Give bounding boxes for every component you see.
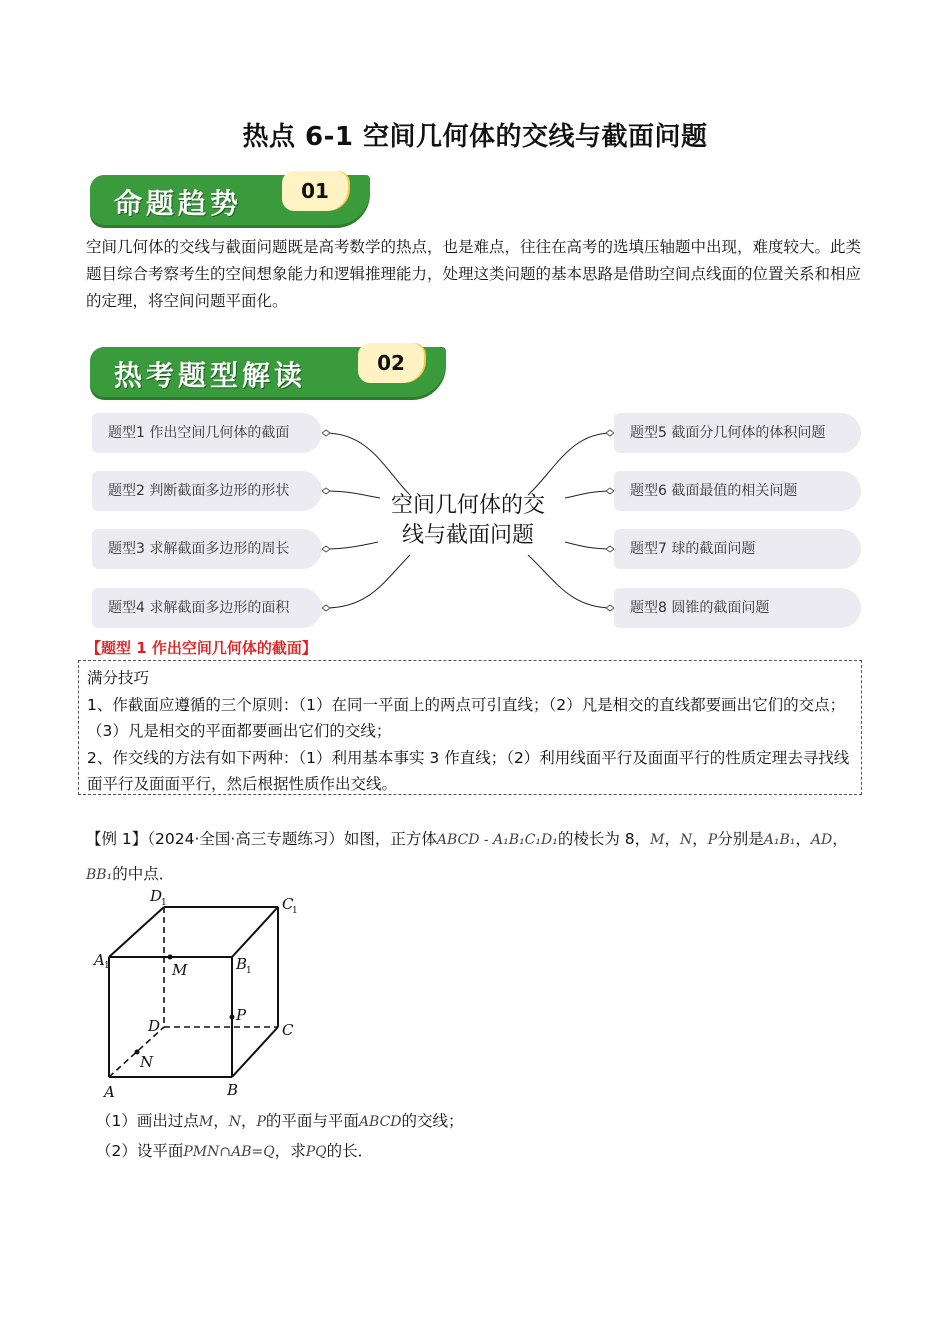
edge-a1b1: A₁B₁ xyxy=(763,832,796,848)
edge-bb1: BB₁ xyxy=(86,867,113,883)
mindmap-item-type8: 题型8 圆锥的截面问题 xyxy=(614,588,861,628)
cube-figure xyxy=(86,885,316,1105)
q1-suffix: 的交线； xyxy=(401,1112,464,1130)
section-banner-trend xyxy=(90,175,372,227)
connector-line xyxy=(528,555,612,608)
mindmap-center-line1: 空间几何体的交 xyxy=(390,493,545,518)
connector-line xyxy=(325,555,410,608)
q2-expression: PMN∩AB=Q xyxy=(183,1144,275,1160)
label-d: D xyxy=(148,1017,161,1035)
connector-node xyxy=(606,605,614,611)
mindmap-center xyxy=(378,491,558,551)
label-c1-sub: 1 xyxy=(292,906,298,916)
banner-label: 热考题型解读 xyxy=(114,359,307,392)
label-b1: B xyxy=(236,955,248,973)
label-d1: D xyxy=(150,887,163,905)
q1-plane-abcd: ABCD xyxy=(358,1114,402,1130)
comma: ， xyxy=(832,830,848,848)
mindmap-item-type4: 题型4 求解截面多边形的面积 xyxy=(92,588,322,628)
connector-node xyxy=(322,488,330,494)
mindmap-center-line2: 线与截面问题 xyxy=(401,523,534,548)
tips-box xyxy=(78,660,862,795)
q1-point-n: N xyxy=(228,1114,241,1130)
label-a1-sub: 1 xyxy=(104,961,110,971)
edge-a1d1-line xyxy=(109,907,164,957)
comma: ， xyxy=(213,1112,229,1130)
label-p: P xyxy=(236,1006,247,1024)
comma: ， xyxy=(240,1112,257,1130)
connector-line xyxy=(565,491,612,498)
point-n: N xyxy=(680,832,693,848)
mindmap-item-type6: 题型6 截面最值的相关问题 xyxy=(614,471,861,511)
example-suffix: 的中点． xyxy=(112,865,175,883)
example-mid1: 的棱长为 8， xyxy=(557,830,651,848)
q2-suffix: 的长． xyxy=(326,1142,374,1160)
mindmap-item-type5: 题型5 截面分几何体的体积问题 xyxy=(614,413,861,453)
connector-line xyxy=(325,542,378,549)
comma: ， xyxy=(795,830,811,848)
page-title: 热点 6-1 空间几何体的交线与截面问题 xyxy=(242,122,708,152)
label-n: N xyxy=(140,1053,154,1071)
label-b1-sub: 1 xyxy=(246,966,252,976)
banner-number: 01 xyxy=(282,171,348,211)
label-d1-sub: 1 xyxy=(161,898,167,908)
point-p-dot xyxy=(230,1015,235,1020)
tips-line2: 2、作交线的方法有如下两种：（1）利用基本事实 3 作直线；（2）利用线面平行及面面平行的性质定理去寻找线面平行及面面平行，然后根据性质作出交线。 xyxy=(87,748,850,793)
banner-number: 02 xyxy=(358,343,424,383)
label-a: A xyxy=(104,1083,115,1101)
edge-ad: AD xyxy=(810,832,833,848)
intro-paragraph: 空间几何体的交线与截面问题既是高考数学的热点，也是难点，往往在高考的选填压轴题中出现，难度较大。此类题目综合考察考生的空间想象能力和逻辑推理能力，处理这类问题的基本思路是借助空间点线面的位置关系和相应的定理，将空间问题平面化。 xyxy=(86,238,862,310)
point-m-dot xyxy=(168,955,173,960)
tips-line1: 1、作截面应遵循的三个原则：（1）在同一平面上的两点可引直线；（2）凡是相交的直线都要画出它们的交点；（3）凡是相交的平面都要画出它们的交线； xyxy=(87,695,846,740)
mindmap-item-type7: 题型7 球的截面问题 xyxy=(614,529,861,569)
connector-node xyxy=(606,430,614,436)
connector-line xyxy=(325,491,380,498)
q1-mid: 的平面与平面 xyxy=(265,1112,359,1130)
section-heading: 【题型 1 作出空间几何体的截面】 xyxy=(86,639,317,657)
mindmap-item-type2: 题型2 判断截面多边形的形状 xyxy=(92,471,322,511)
point-p: P xyxy=(707,832,718,848)
label-b: B xyxy=(227,1081,239,1099)
example-prefix: 【例 1】（2024·全国·高三专题练习）如图，正方体 xyxy=(86,830,437,848)
connector-node xyxy=(606,546,614,552)
question-2 xyxy=(96,1138,856,1166)
banner-label: 命题趋势 xyxy=(114,187,243,220)
edge-bc-line xyxy=(232,1027,278,1077)
mindmap-item-type3: 题型3 求解截面多边形的周长 xyxy=(92,529,322,569)
example-text xyxy=(86,822,866,892)
connector-line xyxy=(325,433,410,495)
label-a1: A xyxy=(94,951,105,969)
q1-prefix: （1）画出过点 xyxy=(96,1112,199,1130)
connector-node xyxy=(322,430,330,436)
edge-b1c1-line xyxy=(232,907,278,957)
q2-segment-pq: PQ xyxy=(305,1144,327,1160)
point-m: M xyxy=(650,832,665,848)
label-c1: C xyxy=(282,895,294,913)
q1-point-p: P xyxy=(256,1114,266,1130)
comma: ， xyxy=(664,830,681,848)
connector-line xyxy=(565,542,612,549)
connector-line xyxy=(528,433,612,495)
q2-prefix: （2）设平面 xyxy=(96,1142,184,1160)
q1-point-m: M xyxy=(198,1114,214,1130)
cube-name: ABCD - A₁B₁C₁D₁ xyxy=(436,832,558,848)
label-c: C xyxy=(282,1021,294,1039)
connector-node xyxy=(322,546,330,552)
question-1 xyxy=(96,1108,856,1136)
tips-heading: 满分技巧 xyxy=(87,669,150,687)
connector-node xyxy=(606,488,614,494)
point-n-dot xyxy=(135,1050,140,1055)
comma: ， xyxy=(692,830,708,848)
mindmap-item-type1: 题型1 作出空间几何体的截面 xyxy=(92,413,322,453)
section-banner-types xyxy=(90,347,448,399)
label-m: M xyxy=(172,961,188,979)
q2-mid: ，求 xyxy=(274,1142,306,1160)
example-mid2: 分别是 xyxy=(717,830,764,848)
connector-node xyxy=(322,605,330,611)
